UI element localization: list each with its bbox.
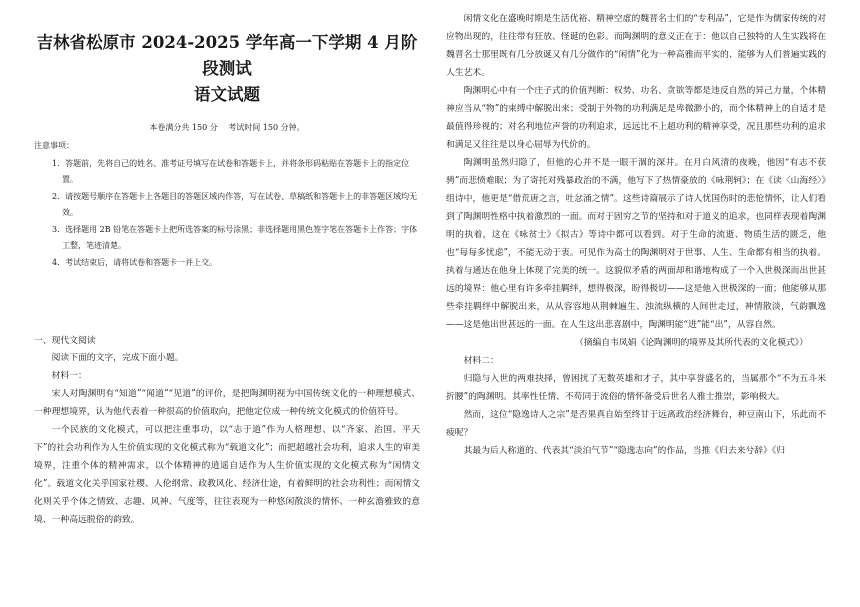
- paragraph: 其最为后人称道的、代表其“淡泊气节”“隐逸志向”的作品，当推《归去来兮辞》《归: [463, 446, 786, 456]
- notes-list: [34, 156, 420, 271]
- section-heading: 一、现代文阅读: [34, 336, 96, 346]
- note-item: 1．答题前，先将自己的姓名、准考证号填写在试卷和答题卡上，并将条形码粘贴在答题卡上的指定位置。: [52, 159, 410, 184]
- paragraph: 陶渊明心中有一个庄子式的价值判断：权势、功名、贪欲等都是违反自然的异己力量，个体精神应当从“物”的束缚中解脱出来；受制于外物的功利满足是卑微渺小的，而个体精神上的自适才是最值得珍视的；对名利地位声誉的功利追求，远远比不上超功利的精神享受，况且那些功利的追求和满足又往往是以身心屈辱为代价的。: [446, 86, 826, 150]
- notes-heading: 注意事项：: [34, 141, 74, 150]
- left-column: [34, 30, 420, 529]
- note-item: 2．请按题号顺序在答题卡上各题目的答题区域内作答，写在试卷、草稿纸和答题卡上的非答题区域均无效。: [52, 192, 418, 217]
- page-title: [34, 30, 420, 108]
- source-citation: （摘编自韦凤娟《论陶渊明的境界及其所代表的文化模式》）: [574, 338, 808, 348]
- paragraph: 宋人对陶渊明有“知道”“闻道”“见道”的评价，是把陶渊明视为中国传统文化的一种理想模式、一种理想境界，认为他代表着一种很高的价值取向，把他定位成一种传统文化模式的价值符号。: [34, 389, 420, 417]
- note-item: 3．选择题用 2B 铅笔在答题卡上把所选答案的标号涂黑；非选择题用黑色签字笔在答题卡上作答；字体工整，笔迹清楚。: [52, 225, 418, 250]
- paragraph: 归隐与入世的两难抉择，曾困扰了无数英雄和才子，其中享誉盛名的，当属那个“不为五斗米折腰”的陶渊明。其率性任情、不苟同于流俗的情怀备受后世名人雅士推崇，影响极大。: [446, 374, 826, 402]
- right-column: [446, 10, 826, 460]
- material-2-label: 材料二：: [463, 356, 499, 366]
- paragraph: 陶渊明虽然归隐了，但他的心并不是一眼干涸的深井。在月白风清的夜晚，他因“有志不获骋”而悲愤难眠；为了寄托对残暴政治的不满，他写下了热情豪放的《咏荆轲》；在《读〈山海经〉》组诗中，他更是“借荒唐之言，吐忿涌之情”。这些诗篇展示了诗人忧国伤时的悲怆情怀，让人们看到了陶渊明性格中执着激烈的一面。而对于固穷之节的坚持和对于道义的追求，也同样表现着陶渊明的执着，这在《咏贫士》《拟古》等诗中都可以看到。对于生命的流逝、物质生活的匮乏，他也“每每多忧虑”，不能无动于衷。可见作为高士的陶渊明对于世事、人生、生命都有相当的执着。执着与通达在他身上体现了完美的统一。这貌似矛盾的两面却和谐地构成了一个入世极深而出世甚远的境界：他心里有许多牵挂羁绊，想得极深，盼得极切——这是他入世极深的一面；他能够从那些牵挂羁绊中解脱出来，从从容容地从荆棘遍生、浊流纵横的人间世走过，神情散淡，气韵飘逸——这是他出世甚远的一面。在人生这出悲喜剧中，陶渊明能“进”能“出”，从容自然。: [446, 158, 826, 330]
- title-line-1: 吉林省松原市 2024-2025 学年高一下学期 4 月阶段测试: [36, 33, 418, 78]
- note-item: 4．考试结束后，请将试卷和答题卡一并上交。: [52, 258, 218, 267]
- title-line-2: 语文试题: [194, 85, 260, 104]
- material-1-label: 材料一：: [51, 371, 87, 381]
- paragraph: 然而，这位“隐逸诗人之宗”是否果真自始至终甘于远离政治经济舞台，种豆南山下，乐此而不疲呢？: [446, 410, 826, 438]
- exam-meta: 本卷满分共 150 分 考试时间 150 分钟。: [149, 123, 305, 132]
- paragraph: 一个民族的文化模式，可以把注重事功，以“志于道”作为人格理想、以“齐家、治国、平天下”的社会功利作为人生价值实现的文化模式称为“载道文化”；而把超越社会功利，追求人生的审美境界，注重个体的精神需求，以个体精神的逍遥自适作为人生价值实现的文化模式称为“闲情文化”。载道文化关乎国家社稷、人伦纲常、政教风化、经济仕途，有着鲜明的社会功利性；而闲情文化则关乎个体之情致、志趣、风神、气度等，往往表现为一种悠闲散淡的情怀、一种玄澹雅致的意境、一种高远脱俗的韵致。: [34, 425, 420, 525]
- paragraph: 闲情文化在盛晚时期是生活优裕、精神空虚的魏晋名士们的“专利品”，它是作为儒家传统的对应物出现的，往往带有狂放、怪诞的色彩。而陶渊明的意义正在于：他以自己独特的人生实践将在魏晋名士那里既有几分放诞又有几分做作的“闲情”化为一种高雅而平实的、能够为人们普遍实践的人生艺术。: [446, 14, 826, 78]
- instruction: 阅读下面的文字，完成下面小题。: [51, 353, 184, 363]
